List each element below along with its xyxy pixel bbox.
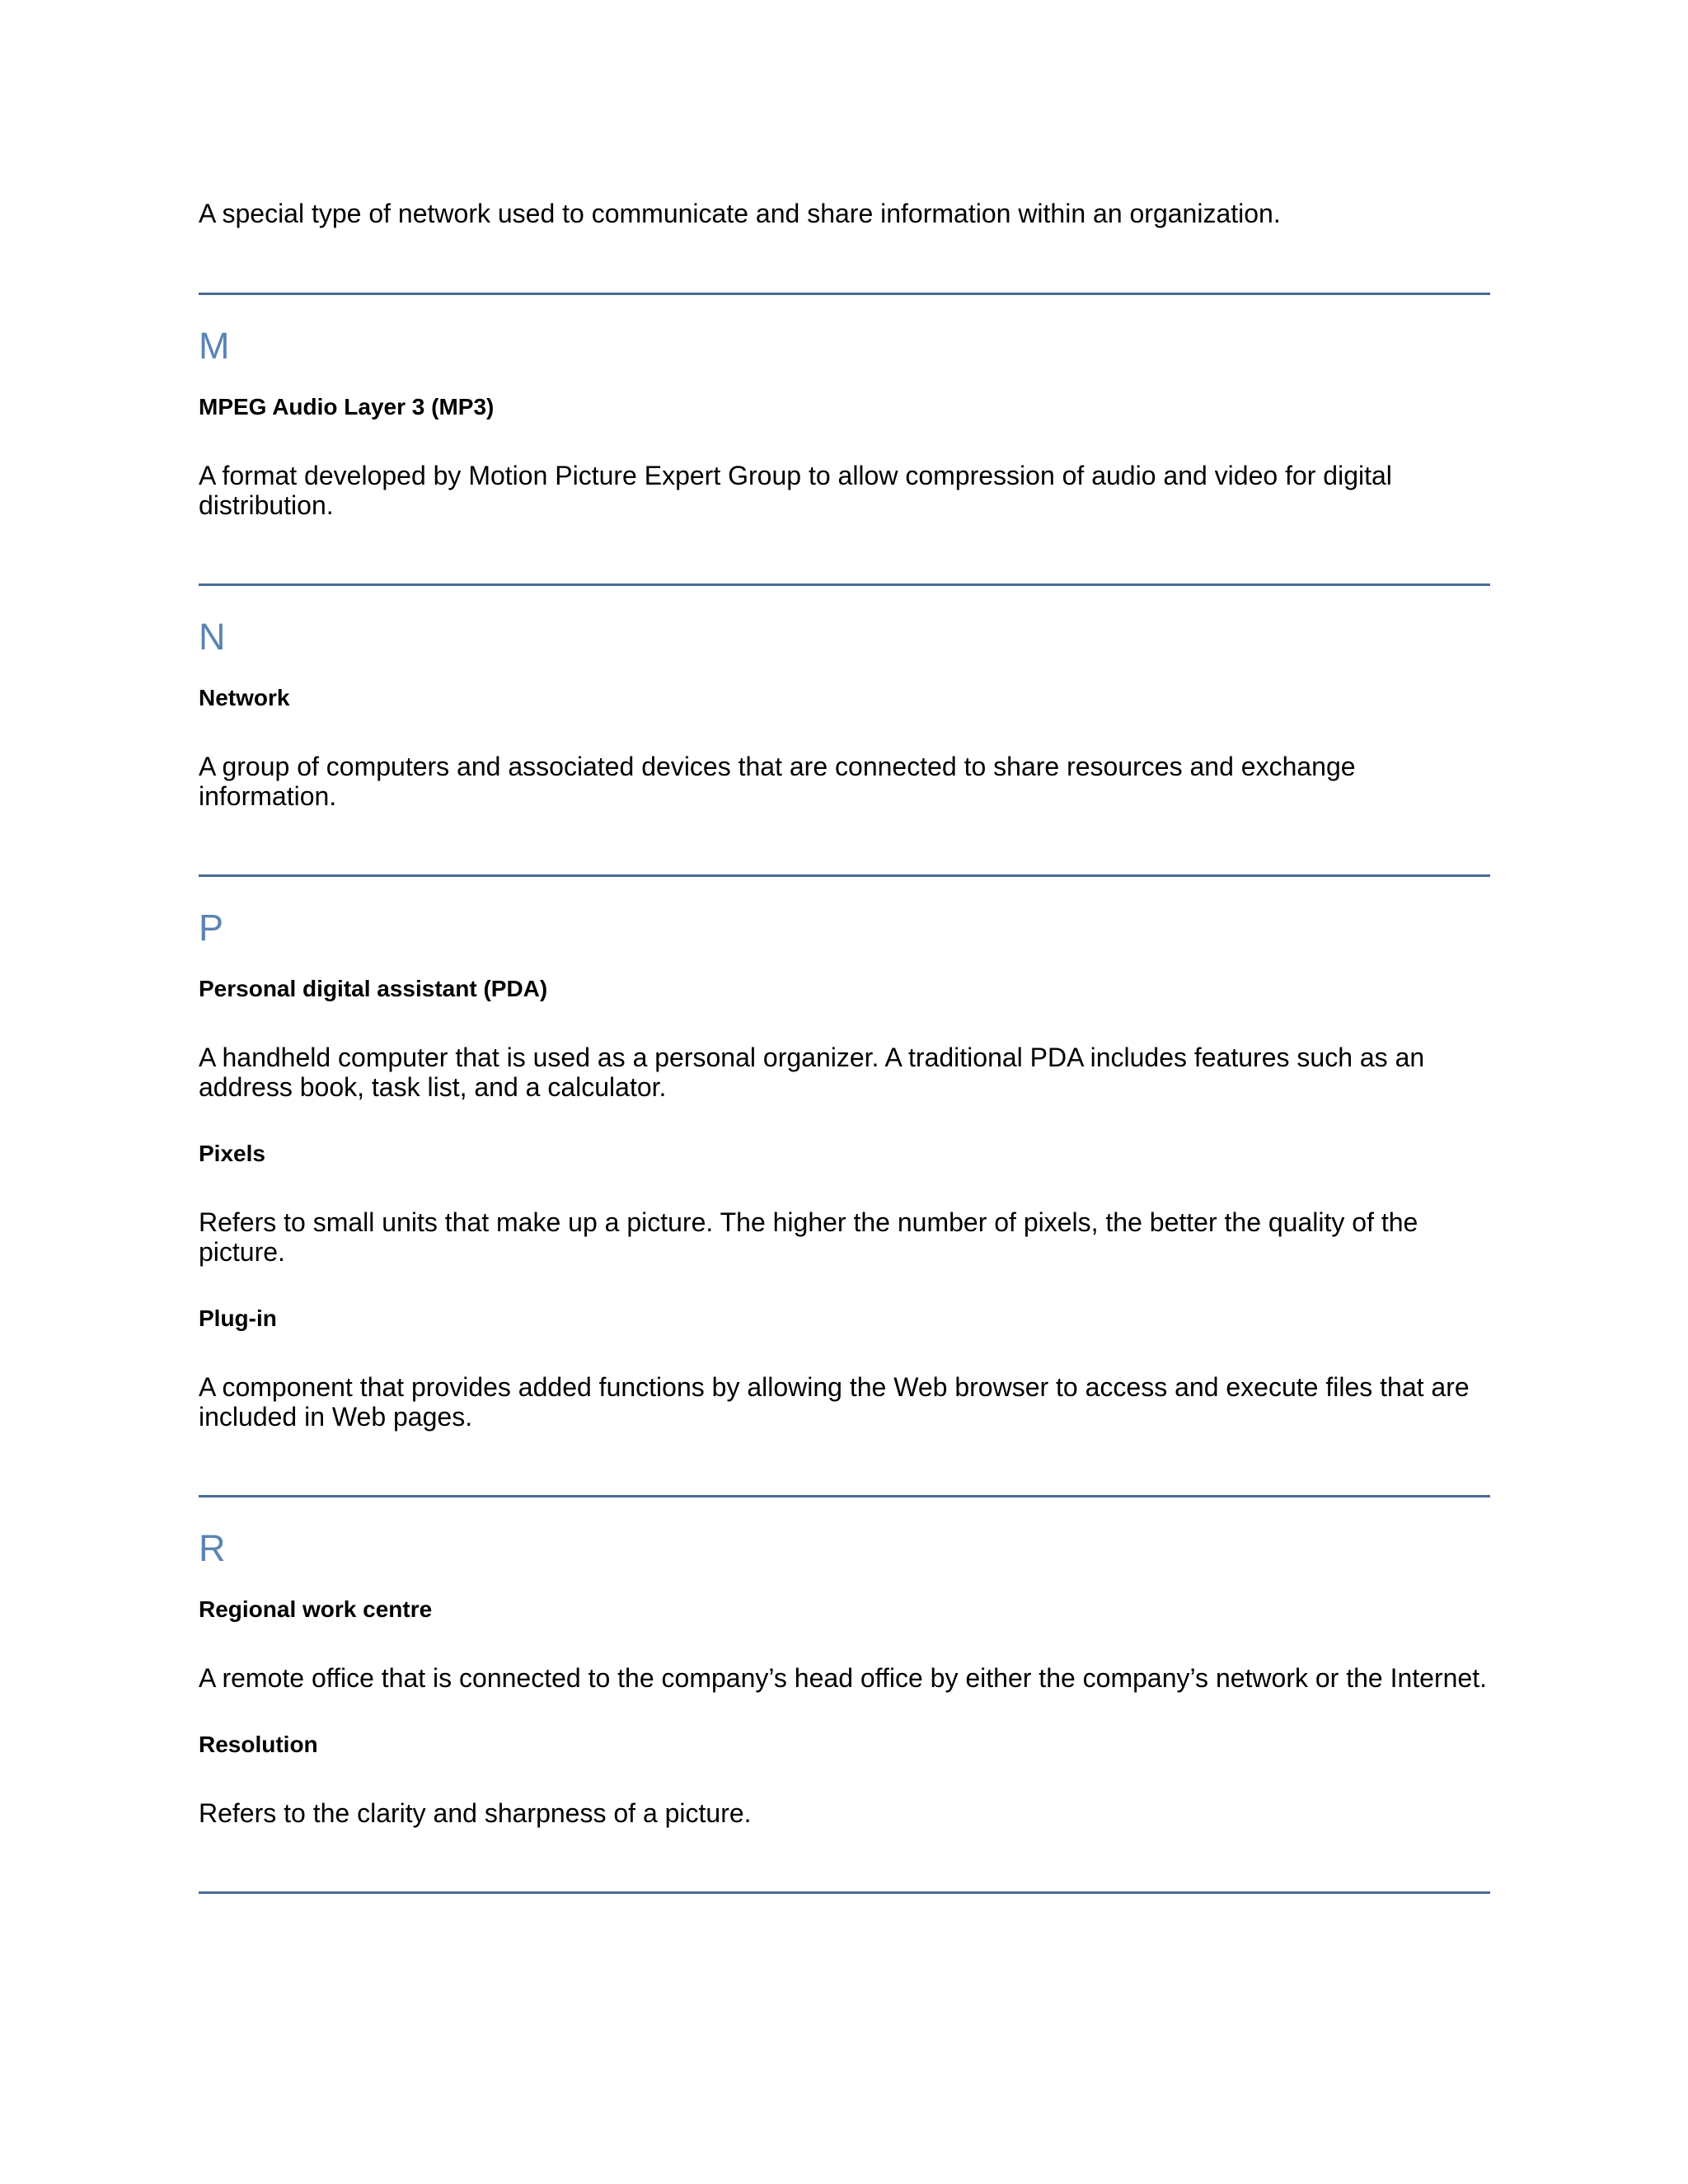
glossary-term: Pixels — [199, 1141, 265, 1166]
glossary-term: Personal digital assistant (PDA) — [199, 976, 548, 1001]
glossary-definition: A component that provides added functions by allowing the Web browser to access and execute files that are included in Web pages. — [199, 1372, 1470, 1432]
section-divider — [199, 293, 1490, 295]
section-divider — [199, 1495, 1490, 1497]
glossary-section-m — [199, 326, 1490, 586]
glossary-page — [199, 198, 1490, 1894]
glossary-term: Plug-in — [199, 1305, 277, 1331]
glossary-definition: Refers to the clarity and sharpness of a picture. — [199, 1798, 752, 1828]
section-letter: R — [199, 1527, 226, 1569]
glossary-section-n — [199, 616, 1490, 877]
glossary-definition: A group of computers and associated devices that are connected to share resources and exchange information. — [199, 752, 1356, 811]
glossary-section-r — [199, 1528, 1490, 1894]
glossary-term: Regional work centre — [199, 1596, 433, 1622]
glossary-section-p — [199, 907, 1490, 1497]
glossary-definition: A format developed by Motion Picture Expert Group to allow compression of audio and video for digital distribution. — [199, 461, 1392, 520]
glossary-term: MPEG Audio Layer 3 (MP3) — [199, 394, 495, 419]
glossary-definition: A remote office that is connected to the company’s head office by either the company’s network or the Internet. — [199, 1663, 1487, 1693]
glossary-definition: A handheld computer that is used as a personal organizer. A traditional PDA includes features such as an address book, task list, and a calculator. — [199, 1043, 1425, 1102]
glossary-definition: Refers to small units that make up a picture. The higher the number of pixels, the better the quality of the picture. — [199, 1207, 1418, 1267]
intro-definition: A special type of network used to communicate and share information within an organization. — [199, 199, 1281, 228]
glossary-term: Network — [199, 685, 290, 710]
section-letter: P — [199, 907, 224, 949]
section-divider — [199, 874, 1490, 877]
section-divider — [199, 583, 1490, 586]
section-letter: M — [199, 325, 230, 367]
glossary-term: Resolution — [199, 1732, 318, 1757]
section-divider — [199, 1891, 1490, 1894]
section-letter: N — [199, 616, 226, 658]
